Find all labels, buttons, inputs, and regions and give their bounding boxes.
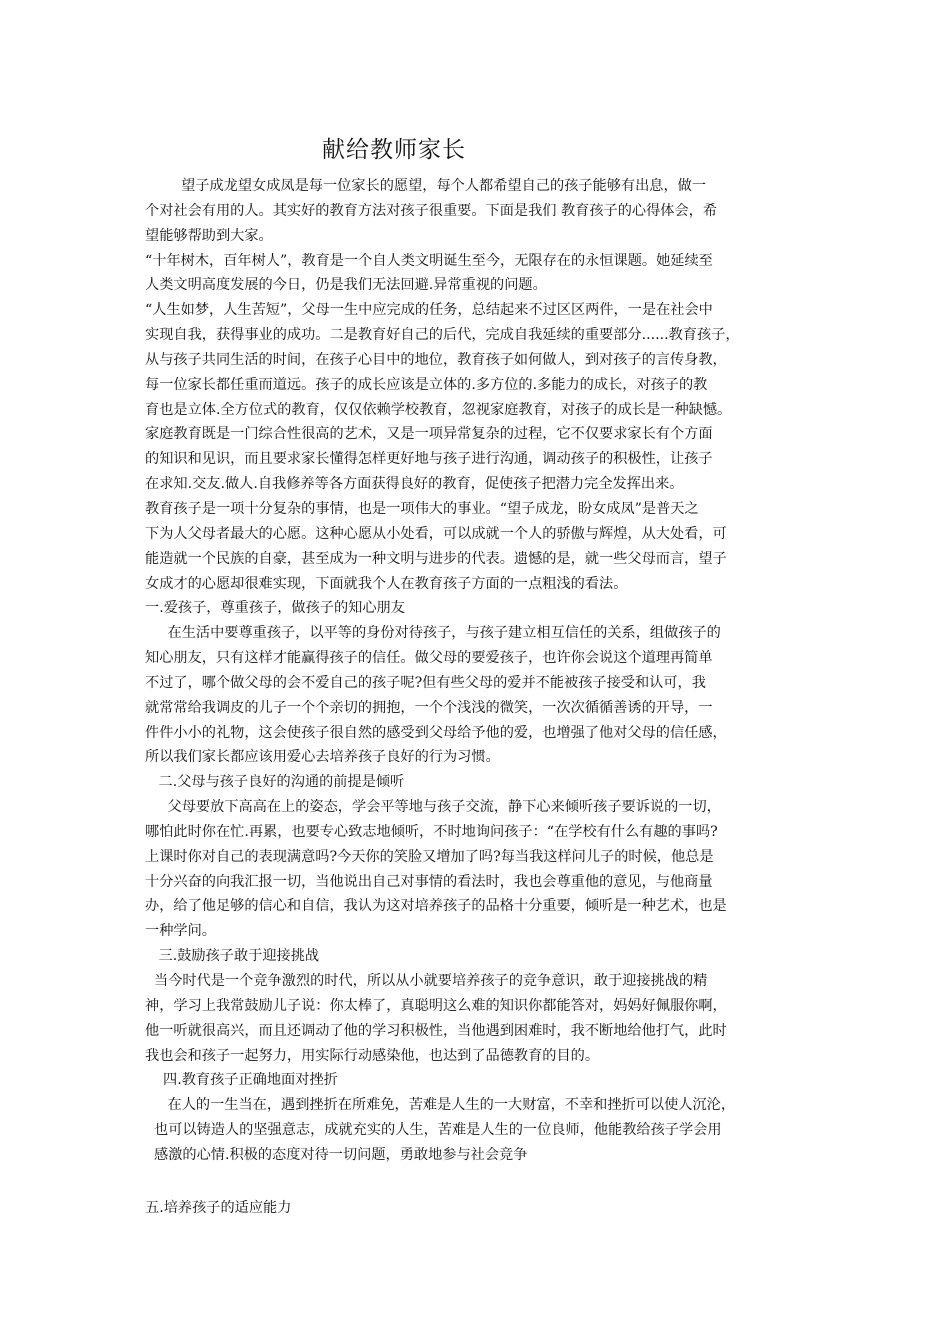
paragraph-line: 就常常给我调皮的儿子一个个亲切的拥抱，一个个浅浅的微笑，一次次循循善诱的开导，一 [145,699,713,716]
paragraph-line: 上课时你对自己的表现满意吗?今天你的笑脸又增加了吗?每当我这样问儿子的时候，他总是 [145,848,714,865]
paragraph-line: 下为人父母者最大的心愿。这种心愿从小处看，可以成就一个人的骄傲与辉煌，从大处看，可 [145,525,727,542]
paragraph-line: 所以我们家长都应该用爱心去培养孩子良好的行为习惯。 [145,749,500,766]
paragraph-line: 十分兴奋的向我汇报一切，当他说出自己对事情的看法时，我也会尊重他的意见，与他商量 [145,873,713,890]
paragraph-line: 在人的一生当在，遇到挫折在所难免，苦难是人生的一大财富，不幸和挫折可以使人沉沦， [145,1097,736,1114]
document-title: 献给教师家长 [322,137,466,163]
paragraph-line: 神，学习上我常鼓励儿子说：你太棒了，真聪明这么难的知识你都能答对，妈妈好佩服你啊， [145,997,727,1014]
paragraph-line: 从与孩子共同生活的时间，在孩子心目中的地位，教育孩子如何做人，到对孩子的言传身教， [145,351,727,368]
paragraph-line: 四.教育孩子正确地面对挫折 [145,1072,338,1089]
paragraph-line: 望能够帮助到大家。 [145,227,273,244]
paragraph-line: 一种学问。 [145,923,216,940]
paragraph-line: 我也会和孩子一起努力，用实际行动感染他，也达到了品德教育的目的。 [145,1047,600,1064]
paragraph-line: 当今时代是一个竞争激烈的时代，所以从小就要培养孩子的竞争意识，敢于迎接挑战的精 [145,973,708,989]
paragraph-line: 在求知.交友.做人.自我修养等各方面获得良好的教育，促使孩子把潜力完全发挥出来。 [145,476,684,493]
paragraph-line: 家庭教育既是一门综合性很高的艺术，又是一项异常复杂的过程，它不仅要求家长有个方面 [145,426,713,443]
paragraph-line: “人生如梦，人生苦短”，父母一生中应完成的任务，总结起来不过区区两件，一是在社会中 [145,302,713,319]
paragraph-line: 在生活中要尊重孩子，以平等的身份对待孩子，与孩子建立相互信任的关系，组做孩子的 [145,625,721,642]
paragraph-line: 父母要放下高高在上的姿态，学会平等地与孩子交流，静下心来倾听孩子要诉说的一切， [145,799,721,816]
paragraph-line: 每一位家长都任重而道远。孩子的成长应该是立体的.多方位的.多能力的成长，对孩子的教 [145,376,708,393]
paragraph-line: 女成才的心愿却很难实现，下面就我个人在教育孩子方面的一点粗浅的看法。 [145,575,628,592]
paragraph-line: 二.父母与孩子良好的沟通的前提是倾听 [145,774,405,791]
paragraph-line: 哪怕此时你在忙.再累，也要专心致志地倾听，不时地询问孩子：“在学校有什么有趣的事吗? [145,823,718,840]
paragraph-line: 办，给了他足够的信心和自信，我认为这对培养孩子的品格十分重要，倾听是一种艺术，也是 [145,898,727,915]
paragraph-line: 一.爱孩子，尊重孩子，做孩子的知心朋友 [145,600,405,617]
paragraph-line: 人类文明高度发展的今日，仍是我们无法回避.异常重视的问题。 [145,277,547,294]
paragraph-line: 感激的心情.积极的态度对待一切问题，勇敢地参与社会竞争 [145,1146,528,1163]
paragraph-line: 能造就一个民族的自豪，甚至成为一种文明与进步的代表。遗憾的是，就一些父母而言，望子 [145,550,727,567]
paragraph-line: 个对社会有用的人。其实好的教育方法对孩子很重要。下面是我们 教育孩子的心得体会，希 [145,202,718,219]
blank-gap [145,1168,825,1196]
paragraph-line: 的知识和见识，而且要求家长懂得怎样更好地与孩子进行沟通，调动孩子的积极性，让孩子 [145,451,713,468]
document-body [145,174,825,1221]
paragraph-line: 不过了，哪个做父母的会不爱自己的孩子呢?但有些父母的爱并不能被孩子接受和认可，我 [145,674,706,691]
paragraph-line: 望子成龙望女成凤是每一位家长的愿望，每个人都希望自己的孩子能够有出息，做一 [145,178,707,194]
section-heading: 五.培养孩子的适应能力 [145,1199,292,1216]
paragraph-line: 三.鼓励孩子敢于迎接挑战 [145,948,320,965]
paragraph-line: 育也是立体.全方位式的教育，仅仅依赖学校教育，忽视家庭教育，对孩子的成长是一种缺憾。 [145,401,732,418]
paragraph-line: 件件小小的礼物，这会使孩子很自然的感受到父母给予他的爱，也增强了他对父母的信任感， [145,724,727,741]
paragraph-line: “十年树木，百年树人”，教育是一个自人类文明诞生至今，无限存在的永恒课题。她延续至 [145,252,713,269]
paragraph-line: 知心朋友，只有这样才能赢得孩子的信任。做父母的要爱孩子，也许你会说这个道理再简单 [145,650,713,667]
paragraph-line: 教育孩子是一项十分复杂的事情，也是一项伟大的事业。“望子成龙，盼女成凤”是普天之 [145,500,699,517]
paragraph-line: 也可以铸造人的坚强意志，成就充实的人生，苦难是人生的一位良师，他能教给孩子学会用 [145,1122,722,1139]
paragraph-line: 他一听就很高兴，而且还调动了他的学习积极性，当他遇到困难时，我不断地给他打气，此时 [145,1022,727,1039]
paragraph-line: 实现自我，获得事业的成功。二是教育好自己的后代，完成自我延续的重要部分......教育孩子， [145,327,740,344]
